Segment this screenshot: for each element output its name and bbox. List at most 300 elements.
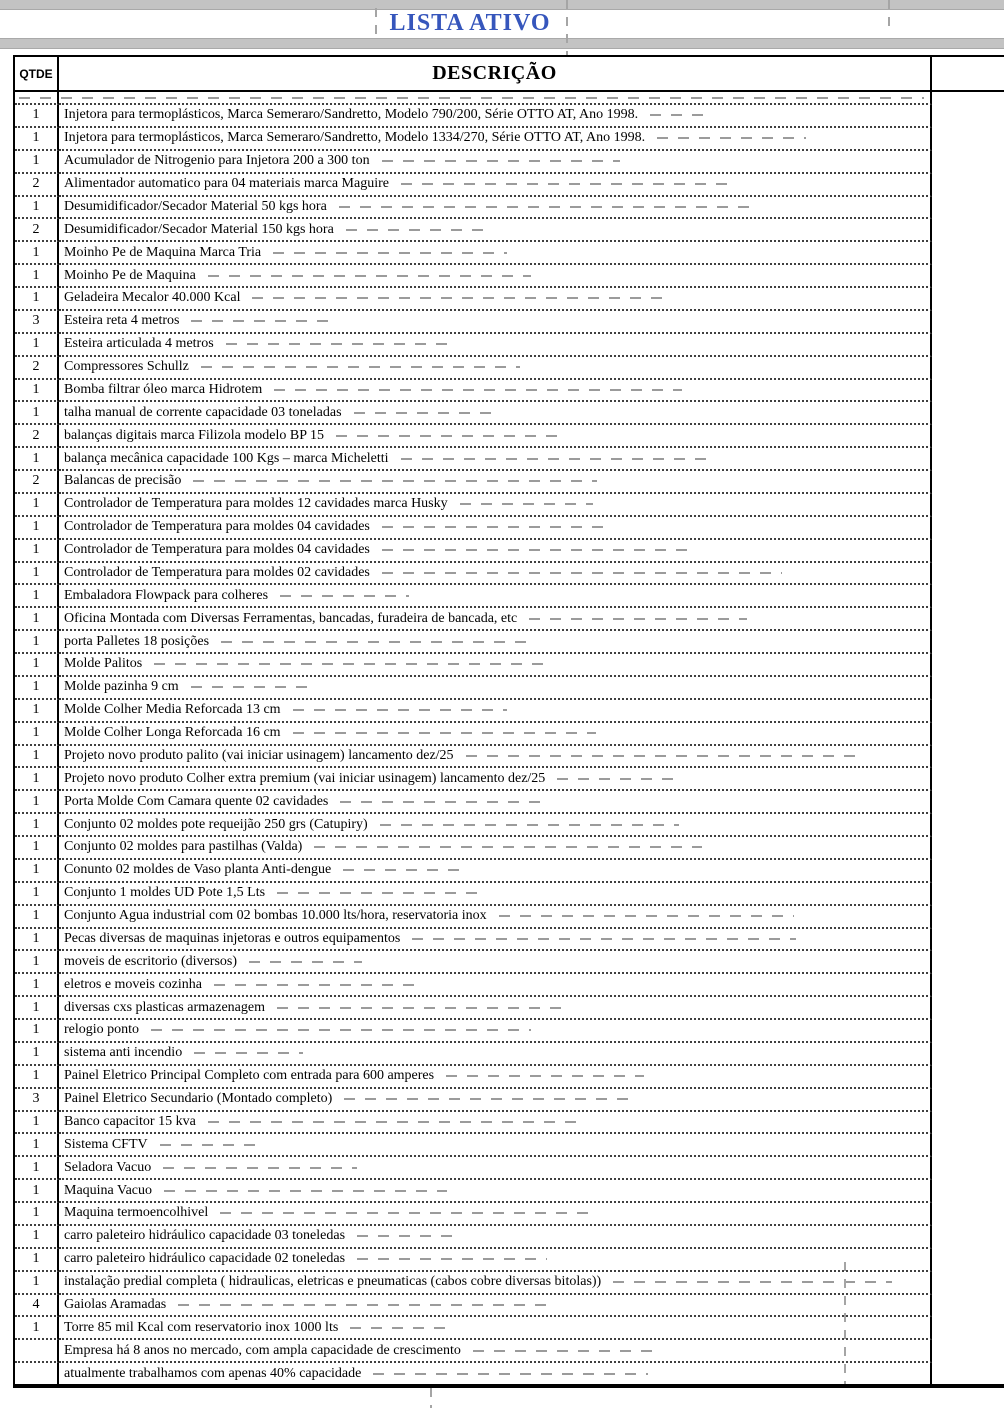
row-dash-decoration: [446, 1075, 644, 1077]
title-row: [0, 9, 940, 38]
description-cell: [59, 1157, 932, 1180]
description-cell: [59, 197, 932, 220]
row-dash-decoration: [214, 984, 416, 986]
qtde-header-cell: QTDE: [15, 57, 59, 90]
table-row: [15, 791, 1004, 814]
qty-cell: 2: [15, 425, 59, 448]
description-text: Controlador de Temperatura para moldes 04 cavidades: [64, 542, 370, 558]
description-cell: [59, 929, 932, 952]
row-dash-decoration: [346, 229, 491, 231]
extra-cell: [932, 105, 1004, 128]
row-dash-decoration: [357, 1235, 458, 1237]
table-row: [15, 700, 1004, 723]
row-dash-decoration: [499, 915, 794, 917]
table-row: [15, 380, 1004, 403]
row-dash-decoration: [164, 1190, 447, 1192]
qty-cell: 3: [15, 1089, 59, 1112]
row-dash-decoration: [557, 778, 678, 780]
row-dash-decoration: [194, 1052, 303, 1054]
row-dash-decoration: [193, 480, 597, 482]
table-row: [15, 1363, 1004, 1384]
qty-cell: 1: [15, 1272, 59, 1295]
table-row: [15, 334, 1004, 357]
description-cell: [59, 1317, 932, 1340]
qty-cell: 1: [15, 1157, 59, 1180]
qty-cell: 1: [15, 151, 59, 174]
description-cell: [59, 128, 932, 151]
description-cell: [59, 1340, 932, 1363]
extra-cell: [932, 311, 1004, 334]
qty-cell: 1: [15, 1226, 59, 1249]
table-row: [15, 1043, 1004, 1066]
description-text: Molde Palitos: [64, 656, 143, 672]
qty-cell: 1: [15, 768, 59, 791]
qty-cell: 1: [15, 929, 59, 952]
qty-cell: 1: [15, 1066, 59, 1089]
row-dash-decoration: [380, 824, 679, 826]
description-cell: [59, 380, 932, 403]
description-text: Conjunto 1 moldes UD Pote 1,5 Lts: [64, 885, 266, 901]
row-dash-decoration: [344, 1098, 631, 1100]
qty-cell: 2: [15, 357, 59, 380]
qty-cell: [15, 1363, 59, 1384]
qty-cell: 1: [15, 997, 59, 1020]
description-cell: [59, 1249, 932, 1272]
qty-cell: 1: [15, 448, 59, 471]
table-row: [15, 563, 1004, 586]
description-text: Moinho Pe de Maquina Marca Tria: [64, 244, 262, 260]
qty-cell: 1: [15, 517, 59, 540]
description-text: Desumidificador/Secador Material 50 kgs hora: [64, 198, 327, 214]
description-text: Injetora para termoplásticos, Marca Semeraro/Sandretto, Modelo 790/200, Série OTTO AT, Ano 1998.: [64, 107, 639, 123]
qty-cell: 1: [15, 1134, 59, 1157]
table-row: [15, 471, 1004, 494]
extra-cell: [932, 448, 1004, 471]
table-row: [15, 654, 1004, 677]
table-row: [15, 448, 1004, 471]
description-cell: [59, 425, 932, 448]
description-text: Projeto novo produto palito (vai iniciar usinagem) lancamento dez/25: [64, 747, 454, 763]
extra-cell: [932, 1226, 1004, 1249]
description-cell: [59, 540, 932, 563]
extra-cell: [932, 929, 1004, 952]
description-text: Conjunto 02 moldes para pastilhas (Valda): [64, 839, 303, 855]
description-cell: [59, 951, 932, 974]
description-cell: [59, 585, 932, 608]
qty-cell: 1: [15, 1249, 59, 1272]
table-row: [15, 311, 1004, 334]
extra-cell: [932, 608, 1004, 631]
extra-cell: [932, 1066, 1004, 1089]
row-dash-decoration: [277, 1007, 568, 1009]
description-cell: [59, 105, 932, 128]
description-cell: [59, 608, 932, 631]
qty-cell: 1: [15, 380, 59, 403]
table-row: [15, 608, 1004, 631]
extra-cell: [932, 517, 1004, 540]
row-dash-decoration: [412, 938, 796, 940]
extra-cell: [932, 1363, 1004, 1384]
table-row: [15, 517, 1004, 540]
extra-cell: [932, 837, 1004, 860]
table-row: [15, 951, 1004, 974]
extra-cell: [932, 1340, 1004, 1363]
description-cell: [59, 791, 932, 814]
description-cell: [59, 494, 932, 517]
description-text: Conjunto Agua industrial com 02 bombas 10.000 lts/hora, reservatoria inox: [64, 908, 487, 924]
qty-cell: 1: [15, 677, 59, 700]
description-cell: [59, 1295, 932, 1318]
description-cell: [59, 265, 932, 288]
page-break-dash-vertical: [566, 0, 568, 55]
descricao-header-cell: DESCRIÇÃO: [59, 57, 932, 90]
qty-cell: 1: [15, 974, 59, 997]
table-row: [15, 1317, 1004, 1340]
description-text: Controlador de Temperatura para moldes 02 cavidades: [64, 564, 370, 580]
table-body: [15, 105, 1004, 1384]
row-dash-decoration: [249, 961, 362, 963]
table-row: [15, 997, 1004, 1020]
row-dash-decoration: [401, 458, 716, 460]
table-row: [15, 814, 1004, 837]
extra-cell: [932, 174, 1004, 197]
qty-cell: 1: [15, 1020, 59, 1043]
table-row: [15, 677, 1004, 700]
description-cell: [59, 174, 932, 197]
description-text: instalação predial completa ( hidraulicas, eletricas e pneumaticas (cabos cobre diversas bitolas)): [64, 1274, 602, 1290]
description-cell: [59, 402, 932, 425]
description-text: relogio ponto: [64, 1022, 140, 1038]
extra-cell: [932, 380, 1004, 403]
extra-cell: [932, 425, 1004, 448]
row-dash-decoration: [460, 503, 593, 505]
description-cell: [59, 151, 932, 174]
row-dash-decoration: [151, 1029, 531, 1031]
table-row: [15, 1134, 1004, 1157]
description-text: Controlador de Temperatura para moldes 04 cavidades: [64, 519, 370, 535]
description-text: Molde pazinha 9 cm: [64, 679, 179, 695]
row-dash-decoration: [314, 846, 702, 848]
description-cell: [59, 723, 932, 746]
table-row: [15, 974, 1004, 997]
row-dash-decoration: [350, 1327, 447, 1329]
description-text: Moinho Pe de Maquina: [64, 267, 196, 283]
qty-cell: 1: [15, 860, 59, 883]
description-cell: [59, 837, 932, 860]
extra-cell: [932, 219, 1004, 242]
description-cell: [59, 700, 932, 723]
description-cell: [59, 1089, 932, 1112]
row-dash-decoration: [277, 892, 483, 894]
extra-cell: [932, 1295, 1004, 1318]
qty-cell: 2: [15, 174, 59, 197]
description-cell: [59, 974, 932, 997]
qty-cell: 1: [15, 906, 59, 929]
row-dash-decoration: [466, 755, 858, 757]
description-text: balanças digitais marca Filizola modelo BP 15: [64, 427, 324, 443]
extra-cell: [932, 151, 1004, 174]
qty-cell: 1: [15, 951, 59, 974]
table-row: [15, 1020, 1004, 1043]
row-dash-decoration: [154, 663, 550, 665]
description-text: Geladeira Mecalor 40.000 Kcal: [64, 290, 241, 306]
description-text: Sistema CFTV: [64, 1136, 148, 1152]
description-cell: [59, 357, 932, 380]
description-text: Maquina Vacuo: [64, 1182, 152, 1198]
row-dash-decoration: [178, 1304, 546, 1306]
extra-column-header-cell: [932, 57, 1004, 90]
row-dash-decoration: [336, 435, 562, 437]
table-row: [15, 1180, 1004, 1203]
qty-cell: 1: [15, 654, 59, 677]
page-break-dash-vertical: [888, 0, 890, 30]
row-dash-decoration: [191, 686, 316, 688]
description-text: sistema anti incendio: [64, 1045, 183, 1061]
row-dash-decoration: [191, 320, 332, 322]
qty-cell: 1: [15, 723, 59, 746]
page-break-dash-vertical: [430, 1388, 432, 1408]
row-dash-decoration: [382, 526, 604, 528]
description-cell: [59, 883, 932, 906]
description-text: Conunto 02 moldes de Vaso planta Anti-dengue: [64, 862, 332, 878]
extra-cell: [932, 1317, 1004, 1340]
table-row: [15, 1295, 1004, 1318]
extra-cell: [932, 471, 1004, 494]
qty-cell: 1: [15, 128, 59, 151]
asset-table: [13, 55, 1004, 1388]
description-text: Acumulador de Nitrogenio para Injetora 200 a 300 ton: [64, 153, 370, 169]
qty-cell: 1: [15, 1180, 59, 1203]
table-row: [15, 746, 1004, 769]
extra-cell: [932, 791, 1004, 814]
description-text: Maquina termoencolhivel: [64, 1205, 209, 1221]
row-dash-decoration: [208, 1121, 584, 1123]
row-dash-decoration: [382, 572, 782, 574]
description-cell: [59, 654, 932, 677]
qty-cell: 1: [15, 265, 59, 288]
table-row: [15, 837, 1004, 860]
extra-cell: [932, 883, 1004, 906]
table-row: [15, 906, 1004, 929]
row-dash-decoration: [339, 206, 755, 208]
row-dash-decoration: [382, 160, 620, 162]
table-row: [15, 1203, 1004, 1226]
description-cell: [59, 1020, 932, 1043]
qty-cell: 4: [15, 1295, 59, 1318]
table-row: [15, 128, 1004, 151]
extra-cell: [932, 288, 1004, 311]
extra-cell: [932, 746, 1004, 769]
table-row: [15, 494, 1004, 517]
table-row: [15, 1226, 1004, 1249]
extra-cell: [932, 128, 1004, 151]
description-text: Oficina Montada com Diversas Ferramentas, bancadas, furadeira de bancada, etc: [64, 610, 518, 626]
description-text: carro paleteiro hidráulico capacidade 02 toneledas: [64, 1251, 346, 1267]
row-dash-decoration: [401, 183, 728, 185]
extra-cell: [932, 723, 1004, 746]
description-cell: [59, 997, 932, 1020]
extra-cell: [932, 906, 1004, 929]
qty-cell: 3: [15, 311, 59, 334]
description-cell: [59, 768, 932, 791]
description-text: Banco capacitor 15 kva: [64, 1113, 196, 1129]
qty-cell: [15, 1340, 59, 1363]
table-row: [15, 1112, 1004, 1135]
row-dash-decoration: [293, 709, 507, 711]
description-cell: [59, 471, 932, 494]
description-cell: [59, 563, 932, 586]
row-dash-decoration: [650, 114, 710, 116]
extra-cell: [932, 1134, 1004, 1157]
description-cell: [59, 631, 932, 654]
description-text: Embaladora Flowpack para colheres: [64, 587, 269, 603]
row-dash-decoration: [163, 1167, 357, 1169]
extra-cell: [932, 677, 1004, 700]
description-cell: [59, 311, 932, 334]
row-dash-decoration: [220, 1212, 592, 1214]
qty-cell: 2: [15, 471, 59, 494]
table-row: [15, 860, 1004, 883]
table-row: [15, 1157, 1004, 1180]
qty-cell: 1: [15, 746, 59, 769]
row-dash-decoration: [657, 137, 806, 139]
row-dash-decoration: [473, 1350, 659, 1352]
description-text: diversas cxs plasticas armazenagem: [64, 999, 265, 1015]
qty-cell: 1: [15, 837, 59, 860]
description-text: Seladora Vacuo: [64, 1159, 152, 1175]
qty-cell: 1: [15, 197, 59, 220]
extra-cell: [932, 563, 1004, 586]
description-text: Pecas diversas de maquinas injetoras e outros equipamentos: [64, 930, 401, 946]
table-row: [15, 585, 1004, 608]
description-text: Esteira reta 4 metros: [64, 313, 180, 329]
extra-cell: [932, 540, 1004, 563]
description-cell: [59, 1203, 932, 1226]
description-text: Projeto novo produto Colher extra premium (vai iniciar usinagem) lancamento dez/25: [64, 770, 546, 786]
description-cell: [59, 1066, 932, 1089]
table-row: [15, 1272, 1004, 1295]
extra-cell: [932, 1089, 1004, 1112]
page-break-dash-vertical: [844, 1262, 846, 1384]
description-cell: [59, 242, 932, 265]
table-row: [15, 768, 1004, 791]
description-cell: [59, 334, 932, 357]
qty-cell: 1: [15, 608, 59, 631]
table-row: [15, 151, 1004, 174]
description-text: Painel Eletrico Principal Completo com entrada para 600 amperes: [64, 1068, 435, 1084]
table-row: [15, 723, 1004, 746]
qty-cell: 1: [15, 631, 59, 654]
extra-cell: [932, 1180, 1004, 1203]
qty-cell: 1: [15, 1203, 59, 1226]
qty-cell: 1: [15, 494, 59, 517]
table-row: [15, 1066, 1004, 1089]
description-cell: [59, 1134, 932, 1157]
description-cell: [59, 1180, 932, 1203]
row-dash-decoration: [252, 297, 664, 299]
description-text: Gaiolas Aramadas: [64, 1296, 167, 1312]
extra-cell: [932, 1157, 1004, 1180]
description-text: Balancas de precisão: [64, 473, 182, 489]
qty-cell: 1: [15, 1043, 59, 1066]
extra-cell: [932, 265, 1004, 288]
spacer-row: [15, 92, 1004, 105]
qty-cell: 1: [15, 242, 59, 265]
extra-cell: [932, 654, 1004, 677]
description-cell: [59, 814, 932, 837]
description-text: atualmente trabalhamos com apenas 40% capacidade: [64, 1365, 362, 1381]
qty-cell: 1: [15, 563, 59, 586]
description-text: Conjunto 02 moldes pote requeijão 250 grs (Catupiry): [64, 816, 368, 832]
extra-cell: [932, 1020, 1004, 1043]
extra-cell: [932, 814, 1004, 837]
extra-cell: [932, 1203, 1004, 1226]
extra-cell: [932, 768, 1004, 791]
description-text: Empresa há 8 anos no mercado, com ampla capacidade de crescimento: [64, 1342, 461, 1358]
row-dash-decoration: [160, 1144, 265, 1146]
row-dash-decoration: [208, 275, 531, 277]
extra-cell: [932, 357, 1004, 380]
table-row: [15, 929, 1004, 952]
row-dash-decoration: [357, 1258, 547, 1260]
extra-cell: [932, 334, 1004, 357]
table-row: [15, 288, 1004, 311]
description-text: Bomba filtrar óleo marca Hidrotem: [64, 381, 263, 397]
row-dash-decoration: [529, 618, 747, 620]
qty-cell: 1: [15, 700, 59, 723]
description-text: eletros e moveis cozinha: [64, 976, 203, 992]
qty-cell: 1: [15, 883, 59, 906]
row-dash-decoration: [226, 343, 456, 345]
table-row: [15, 197, 1004, 220]
extra-cell: [932, 585, 1004, 608]
extra-cell: [932, 197, 1004, 220]
table-row: [15, 883, 1004, 906]
qty-cell: 1: [15, 402, 59, 425]
description-text: Porta Molde Com Camara quente 02 cavidades: [64, 793, 329, 809]
description-cell: [59, 1226, 932, 1249]
row-dash-decoration: [280, 595, 409, 597]
extra-cell: [932, 1112, 1004, 1135]
qty-cell: 1: [15, 1112, 59, 1135]
extra-cell: [932, 951, 1004, 974]
table-row: [15, 1340, 1004, 1363]
table-row: [15, 105, 1004, 128]
row-dash-decoration: [382, 549, 693, 551]
description-cell: [59, 906, 932, 929]
table-row: [15, 425, 1004, 448]
description-text: porta Palletes 18 posições: [64, 633, 210, 649]
extra-cell: [932, 1249, 1004, 1272]
qty-cell: 1: [15, 540, 59, 563]
row-dash-decoration: [221, 641, 528, 643]
row-dash-decoration: [273, 252, 507, 254]
description-cell: [59, 746, 932, 769]
row-dash-decoration: [274, 389, 682, 391]
table-row: [15, 1249, 1004, 1272]
description-text: Desumidificador/Secador Material 150 kgs hora: [64, 221, 334, 237]
description-cell: [59, 448, 932, 471]
extra-cell: [932, 700, 1004, 723]
description-cell: [59, 219, 932, 242]
table-row: [15, 357, 1004, 380]
description-cell: [59, 860, 932, 883]
description-cell: [59, 1112, 932, 1135]
qty-cell: 1: [15, 105, 59, 128]
extra-cell: [932, 974, 1004, 997]
description-text: balança mecânica capacidade 100 Kgs – marca Micheletti: [64, 450, 389, 466]
description-text: Controlador de Temperatura para moldes 12 cavidades marca Husky: [64, 496, 448, 512]
